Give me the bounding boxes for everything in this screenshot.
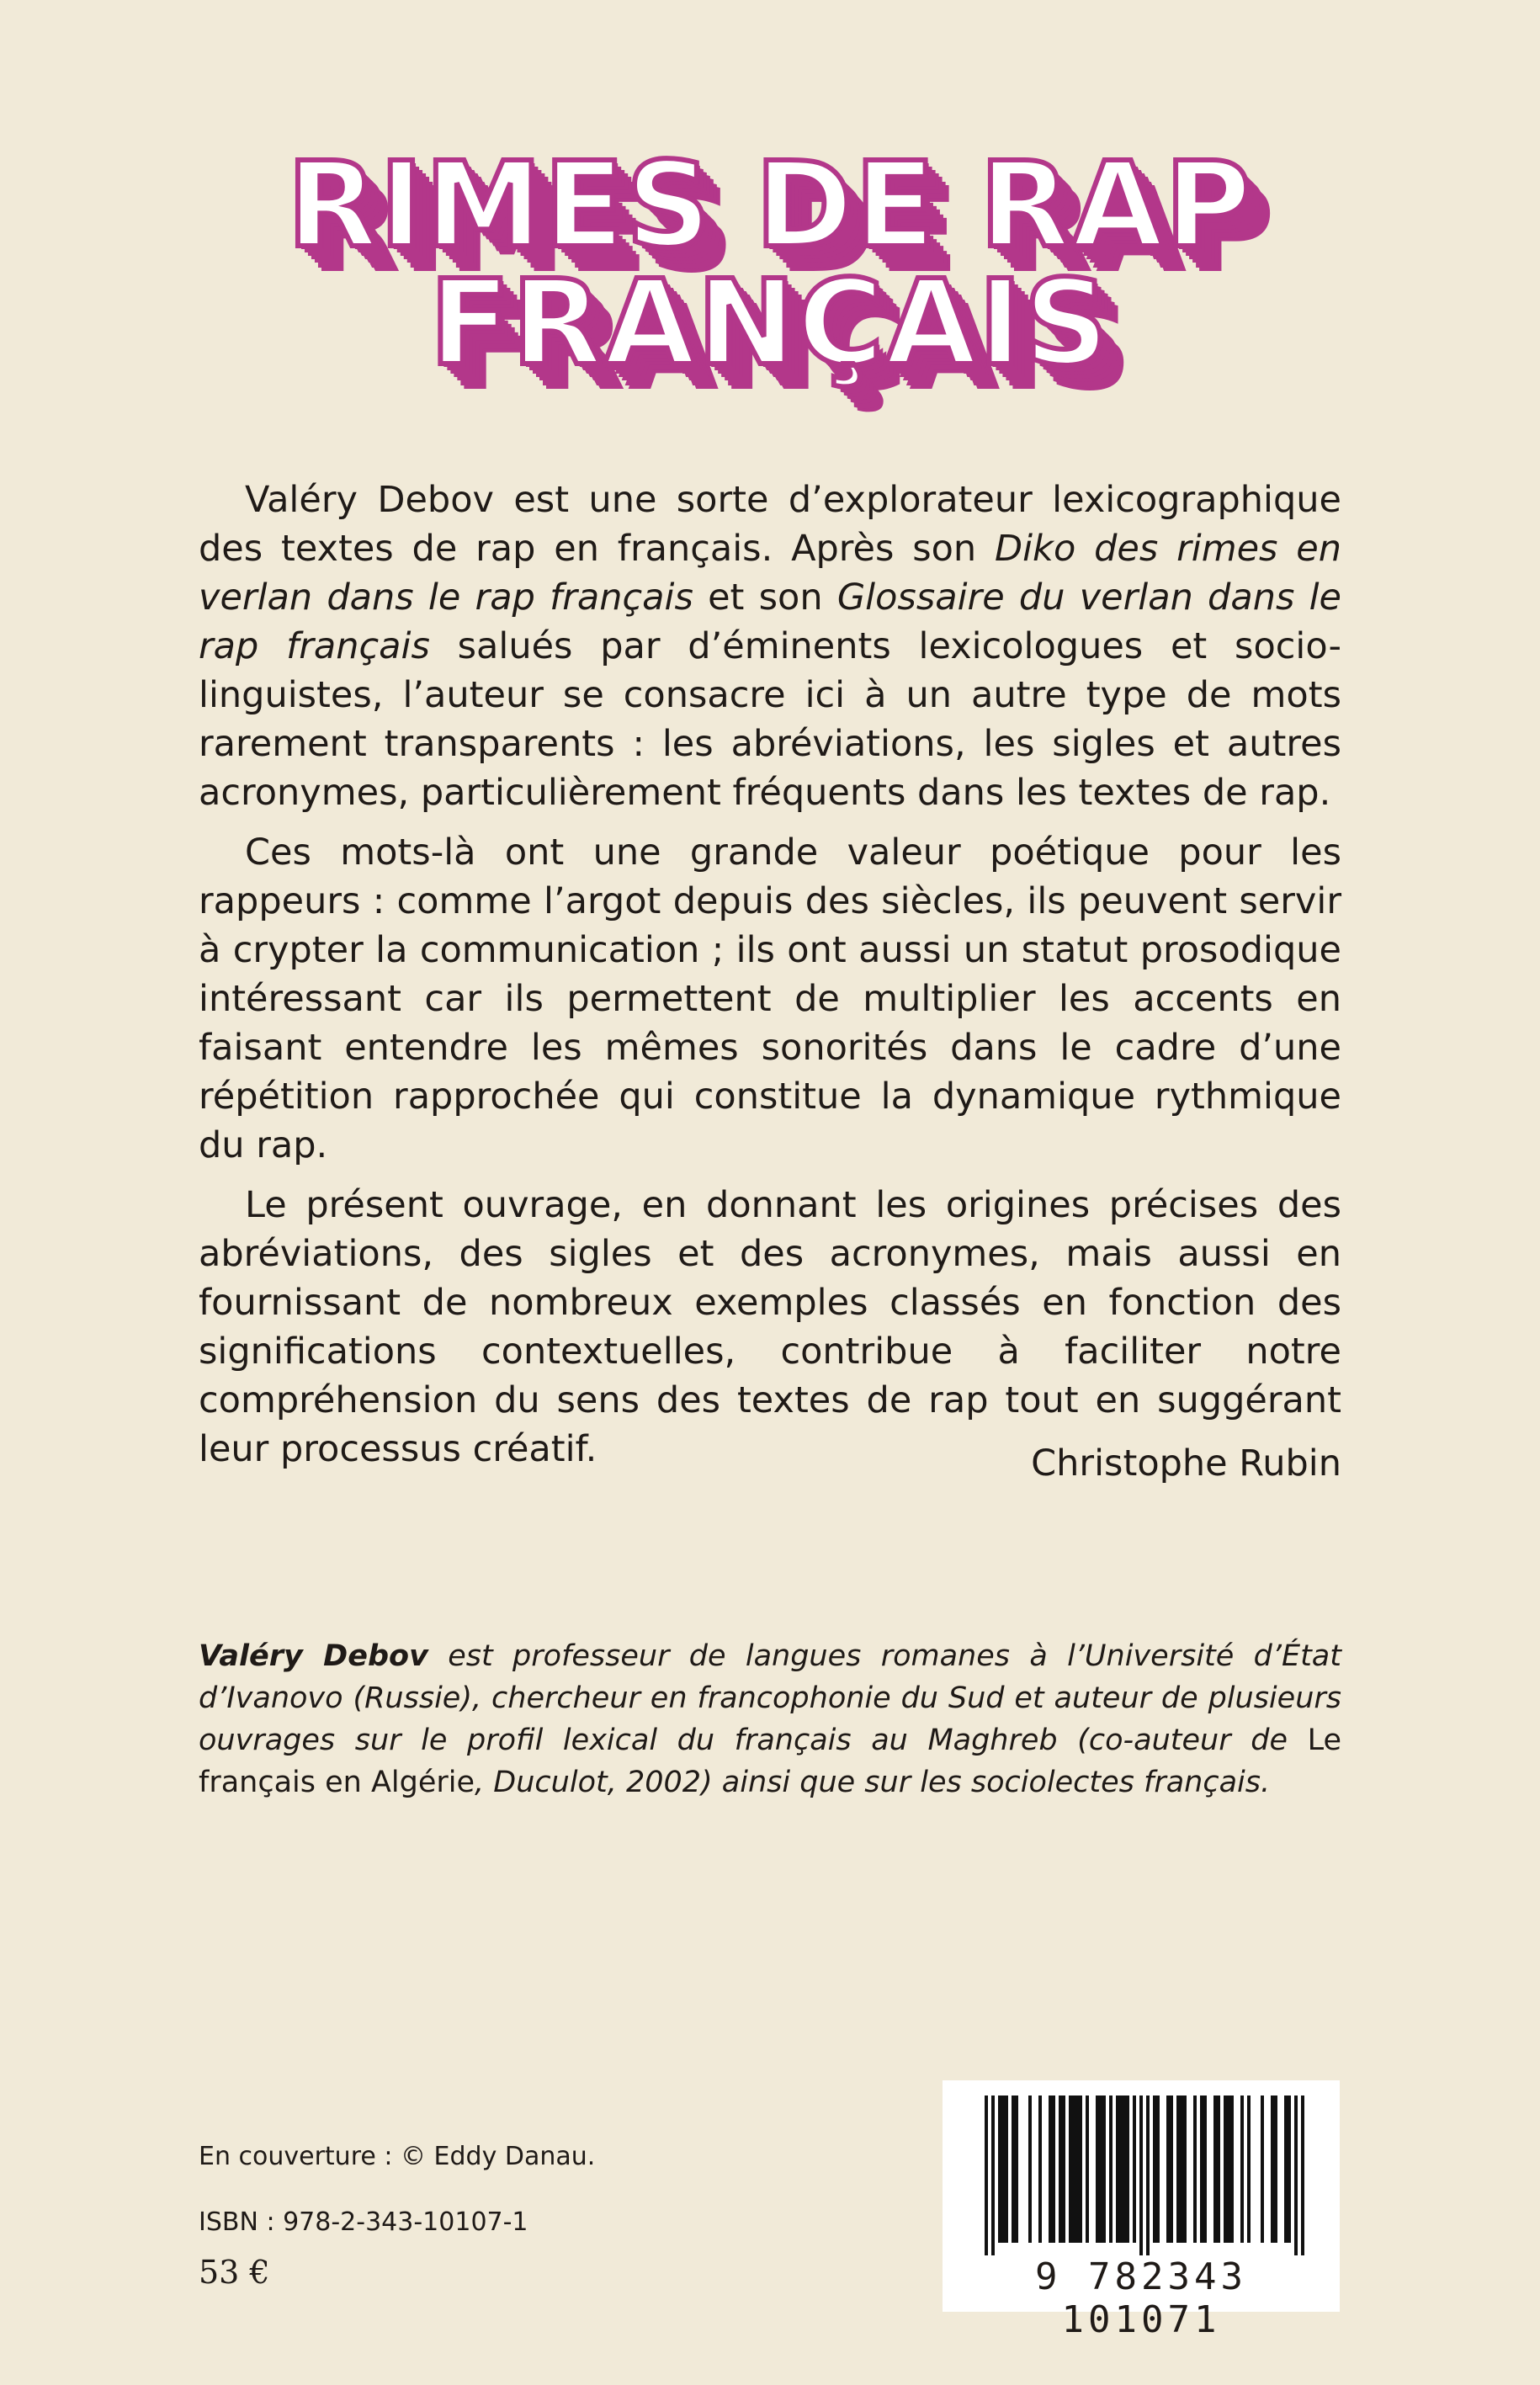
barcode [943,2080,1340,2341]
barcode-bar [1153,2096,1156,2243]
barcode-bar [1079,2096,1082,2243]
barcode-bar [1096,2096,1099,2243]
barcode-bar [1227,2096,1230,2243]
barcode-bar [1126,2096,1129,2243]
barcode-bar [1146,2096,1150,2255]
barcode-bar [1059,2096,1062,2243]
barcode-bars [959,2096,1323,2255]
barcode-bar [1224,2096,1227,2243]
barcode-bar [1049,2096,1052,2243]
barcode-bar [1069,2096,1072,2243]
barcode-bar [1119,2096,1123,2243]
barcode-bar [1015,2096,1018,2243]
barcode-bar [1166,2096,1170,2243]
barcode-bar [1156,2096,1160,2243]
barcode-bar [1240,2096,1244,2243]
barcode-bar [1109,2096,1113,2243]
paragraph-2: Ces mots-là ont une grande valeur poétique pour les rappeurs : comme l’argot depuis des siècles, ils peuvent servir à crypter la communication ; ils ont aussi un statut prosodique intéressant car ils permettent de multiplier les accents en faisant entendre les mêmes sonorités dans le cadre d’une répétition rapprochée qui constitue la dynamique rythmique du rap. [199,831,1341,1166]
barcode-bar [1203,2096,1207,2243]
book-title: RIMES DE RAP FRANÇAIS [287,137,1253,392]
barcode-bar [1072,2096,1075,2243]
barcode-bar [1217,2096,1220,2243]
barcode-bar [1075,2096,1079,2243]
barcode-bar [1301,2096,1304,2255]
barcode-bar [1271,2096,1274,2243]
bio-text-b: , Duculot, 2002) ainsi que sur les sociolectes français. [475,1766,1271,1799]
p1-text-b: et son [693,576,837,619]
barcode-bar [1261,2096,1264,2243]
barcode-bar [1005,2096,1008,2243]
barcode-bar [1180,2096,1183,2243]
cover-credit: En couverture : © Eddy Danau. [199,2142,596,2171]
barcode-bar [1139,2096,1143,2255]
barcode-bar [1176,2096,1180,2243]
p1-text-a: Valéry Debov est une sorte d’explorateur lexicographique des textes de rap en français. Après son [199,479,1341,570]
author-bio [199,1635,1341,1803]
barcode-bar [1193,2096,1197,2243]
barcode-bar [1116,2096,1119,2243]
barcode-bar [1001,2096,1005,2243]
barcode-bar [998,2096,1001,2243]
barcode-bar [1102,2096,1106,2243]
barcode-bar [991,2096,995,2255]
barcode-digits: 9 782343 101071 [1035,2255,1247,2341]
barcode-bar [1230,2096,1234,2243]
barcode-bar [1012,2096,1015,2243]
paragraph-1 [199,475,1341,817]
barcode-bar [1284,2096,1288,2243]
signature: Christophe Rubin [1031,1442,1341,1485]
barcode-bar [1133,2096,1136,2243]
description [199,475,1341,1485]
barcode-bar [1028,2096,1032,2243]
barcode-bar [1086,2096,1089,2243]
p1-text-c: salués par d’éminents lexicologues et socio-linguistes, l’auteur se consacre ici à un autre type de mots rarement transparents : les abréviations, les sigles et autres acronymes, particulièrement fréquents dans les textes de rap. [199,625,1341,814]
barcode-bar [1062,2096,1065,2243]
barcode-bar [1247,2096,1251,2243]
barcode-bar [1183,2096,1187,2243]
bio-book-title: Le français en Algérie [199,1724,1341,1799]
barcode-bar [1123,2096,1126,2243]
author-name: Valéry Debov [199,1639,428,1673]
p1-book-title-1: Diko des rimes en verlan dans le rap français [199,528,1341,619]
barcode-bar [1099,2096,1102,2243]
barcode-bar [1200,2096,1203,2243]
barcode-bar [1213,2096,1217,2243]
barcode-bar [985,2096,988,2255]
barcode-bar [1294,2096,1298,2255]
barcode-bar [1170,2096,1173,2243]
barcode-bar [1038,2096,1042,2243]
isbn: ISBN : 978-2-343-10107-1 [199,2207,528,2237]
bio-text-a: est professeur de langues romanes à l’Université d’État d’Ivanovo (Russie), chercheur en francophonie du Sud et auteur de plusieurs ouvrages sur le profil lexical du français au Maghreb (co-auteur de [199,1639,1341,1757]
price: 53 € [199,2254,270,2291]
paragraph-3: Le présent ouvrage, en donnant les origines précises des abréviations, des sigles et des acronymes, mais aussi en fournissant de nombreux exemples classés en fonction des significations contextuelles, contribue à faciliter notre compréhension du sens des textes de rap tout en suggérant leur processus créatif. [199,1184,1341,1470]
barcode-bar [1288,2096,1291,2243]
p1-book-title-2: Glossaire du verlan dans le rap français [199,576,1341,667]
barcode-bar [1274,2096,1277,2243]
barcode-bar [1052,2096,1055,2243]
title-block [0,137,1540,392]
